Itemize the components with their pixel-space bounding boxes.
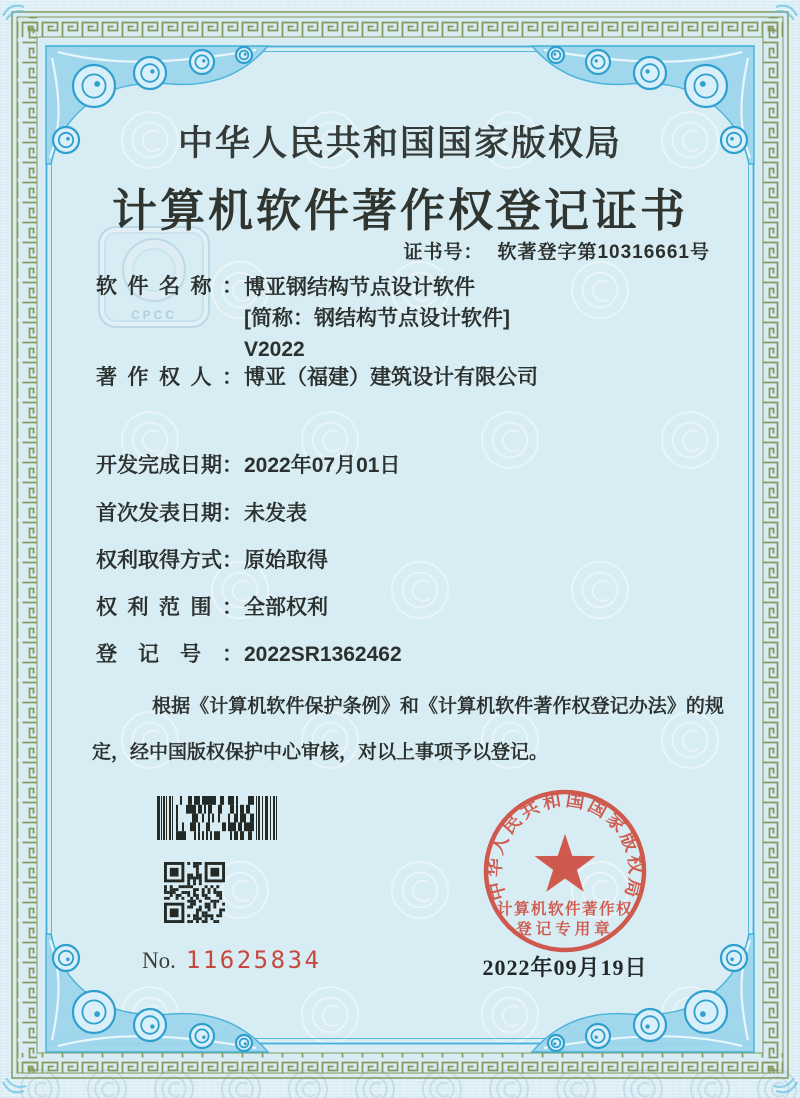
field-first-publish-date — [96, 499, 307, 529]
svg-text:中华人民共和国国家版权局: 中华人民共和国国家版权局 — [485, 790, 645, 903]
field-label: 权利范围： — [96, 596, 254, 619]
field-value: 博亚（福建）建筑设计有限公司 — [244, 366, 538, 389]
svg-text:登记专用章: 登记专用章 — [516, 921, 614, 938]
serial-number-line — [142, 946, 321, 976]
field-label: 软件名称： — [96, 275, 254, 298]
field-copyright-owner — [96, 363, 538, 393]
field-software-name — [96, 272, 510, 365]
certificate-number-label: 证书号： — [403, 242, 484, 263]
barcode — [157, 796, 277, 840]
field-label: 权利取得方式： — [96, 549, 243, 572]
field-value: 2022SR1362462 — [244, 643, 402, 666]
field-label: 开发完成日期： — [96, 454, 243, 477]
certificate-title: 计算机软件著作权登记证书 — [111, 186, 688, 236]
registration-statement: 根据《计算机软件保护条例》和《计算机软件著作权登记办法》的规定，经中国版权保护中心审核，对以上事项予以登记。 — [92, 696, 724, 763]
field-value: 原始取得 — [244, 549, 328, 572]
certificate-number-value: 软著登字第10316661号 — [497, 242, 710, 263]
field-value: 2022年07月01日 — [244, 454, 401, 477]
field-value: 未发表 — [244, 502, 307, 525]
svg-text:计算机软件著作权: 计算机软件著作权 — [496, 901, 634, 918]
software-name-line2: [简称：钢结构节点设计软件] — [244, 307, 510, 330]
field-label: 首次发表日期： — [96, 502, 243, 525]
software-name-line1: 博亚钢结构节点设计软件 — [244, 276, 475, 299]
serial-number: 11625834 — [185, 946, 322, 974]
emboss-text: CPCC — [130, 308, 177, 322]
field-value: 全部权利 — [244, 596, 328, 619]
field-label: 著作权人： — [96, 366, 254, 389]
issuing-authority: 中华人民共和国国家版权局 — [177, 124, 622, 163]
field-value — [244, 272, 510, 365]
field-dev-complete-date — [96, 451, 400, 481]
serial-prefix: No. — [142, 948, 176, 973]
field-registration-no — [96, 640, 402, 670]
field-right-scope — [96, 593, 328, 623]
field-right-acquisition — [96, 546, 328, 576]
official-red-seal — [480, 786, 650, 956]
certificate-number-line — [403, 237, 710, 264]
qr-code — [164, 862, 225, 923]
field-label: 登记号： — [96, 643, 264, 666]
software-name-line3: V2022 — [244, 338, 305, 361]
issue-date: 2022年09月19日 — [482, 955, 648, 980]
